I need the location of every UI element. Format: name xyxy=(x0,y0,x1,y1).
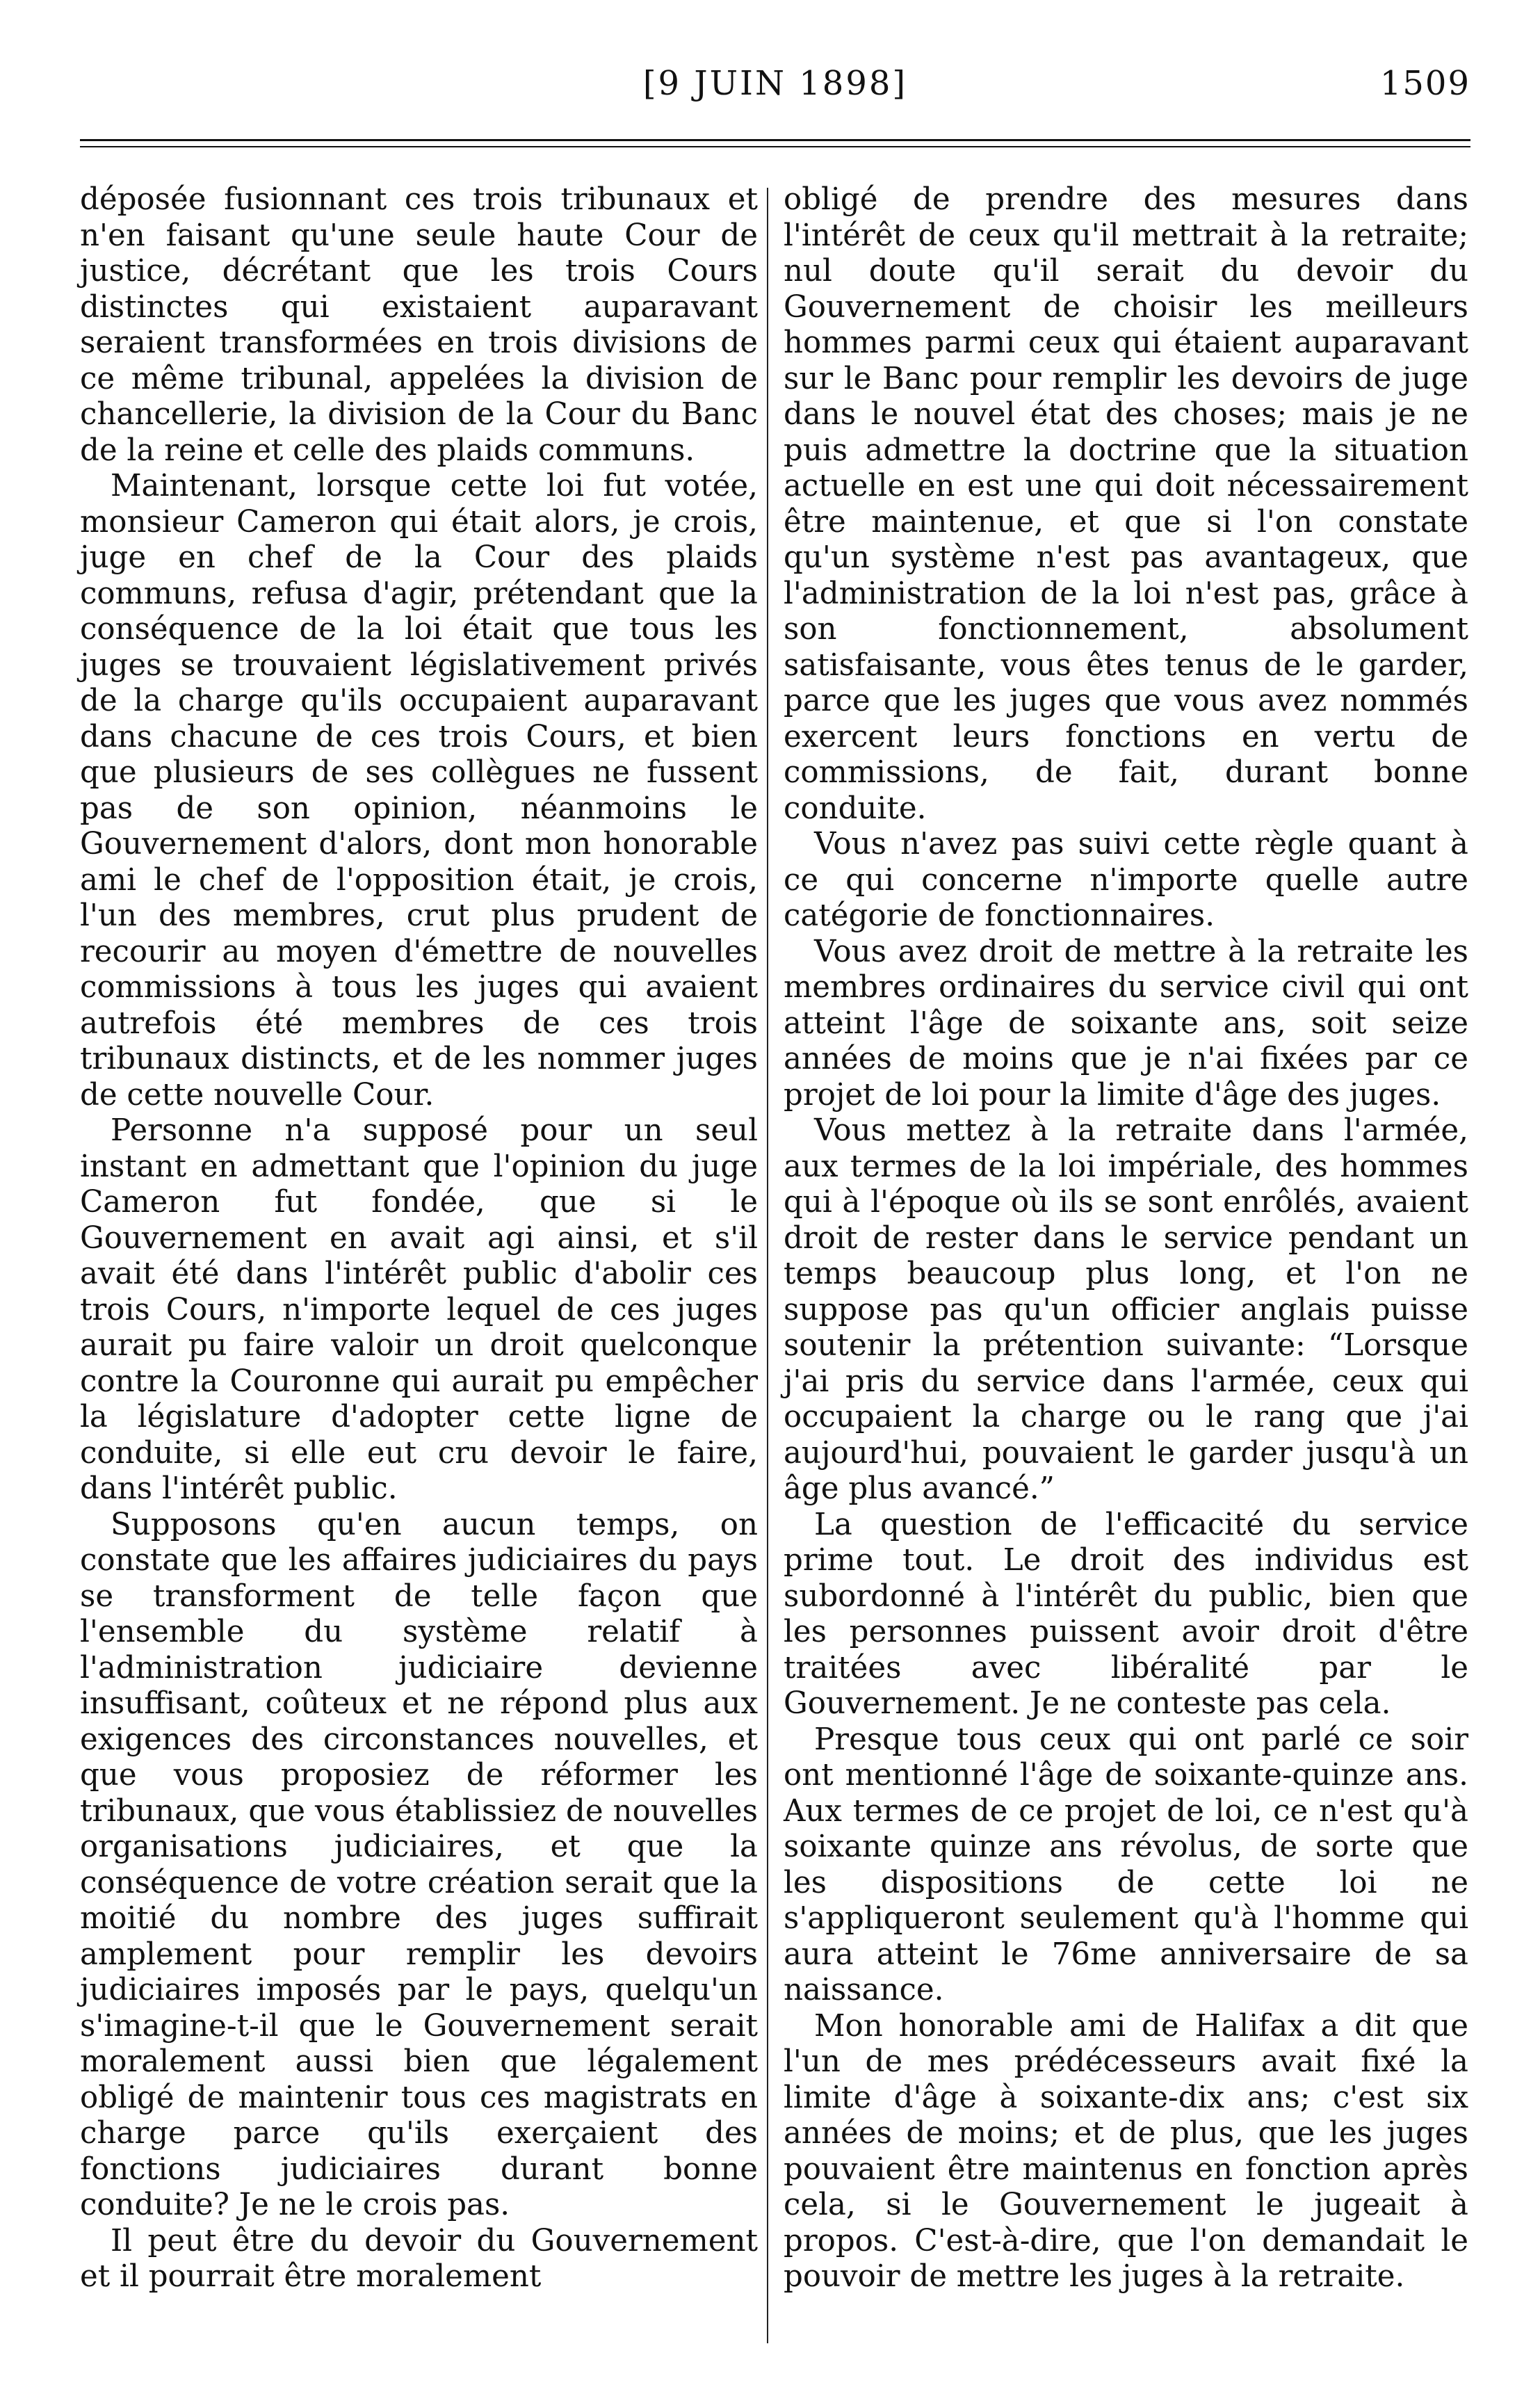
left-column xyxy=(80,182,758,2295)
right-paragraph-3: Vous avez droit de mettre à la retraite les membres ordinaires du service civil qui ont atteint l'âge de soixante ans, soit seize années de moins que je n'ai fixées par ce projet de loi pour la limite d'âge des juges. xyxy=(784,934,1468,1113)
header-rule-bottom xyxy=(80,146,1470,147)
left-paragraph-5: Il peut être du devoir du Gouvernement et il pourrait être moralement xyxy=(80,2223,758,2294)
right-paragraph-2: Vous n'avez pas suivi cette règle quant à ce qui concerne n'importe quelle autre catégorie de fonctionnaires. xyxy=(784,827,1468,933)
left-paragraph-2: Maintenant, lorsque cette loi fut votée, monsieur Cameron qui était alors, je crois, juge en chef de la Cour des plaids communs, refusa d'agir, prétendant que la conséquence de la loi était que tous les juges se trouvaient législativement privés de la charge qu'ils occupaient auparavant dans chacune de ces trois Cours, et bien que plusieurs de ses collègues ne fussent pas de son opinion, néanmoins le Gouvernement d'alors, dont mon honorable ami le chef de l'opposition était, je crois, l'un des membres, crut plus prudent de recourir au moyen d'émettre de nouvelles commissions à tous les juges qui avaient autrefois été membres de ces trois tribunaux distincts, et de les nommer juges de cette nouvelle Cour. xyxy=(80,469,758,1113)
header-date: [9 JUIN 1898] xyxy=(642,64,908,103)
left-paragraph-4: Supposons qu'en aucun temps, on constate que les affaires judiciaires du pays se transforment de telle façon que l'ensemble du système relatif à l'administration judiciaire devienne insuffisant, coûteux et ne répond plus aux exigences des circonstances nouvelles, et que vous proposiez de réformer les tribunaux, que vous établissiez de nouvelles organisations judiciaires, et que la conséquence de votre création serait que la moitié du nombre des juges suffirait amplement pour remplir les devoirs judiciaires imposés par le pays, quelqu'un s'imagine-t-il que le Gouvernement serait moralement aussi bien que légalement obligé de maintenir tous ces magistrats en charge parce qu'ils exerçaient des fonctions judiciaires durant bonne conduite? Je ne le crois pas. xyxy=(80,1507,758,2222)
right-paragraph-5: La question de l'efficacité du service prime tout. Le droit des individus est subordonné à l'intérêt du public, bien que les personnes puissent avoir droit d'être traitées avec libéralité par le Gouvernement. Je ne conteste pas cela. xyxy=(784,1507,1468,1721)
running-header xyxy=(80,56,1470,118)
right-paragraph-1: obligé de prendre des mesures dans l'intérêt de ceux qu'il mettrait à la retraite; nul doute qu'il serait du devoir du Gouvernement de choisir les meilleurs hommes parmi ceux qui étaient auparavant sur le Banc pour remplir les devoirs de juge dans le nouvel état des choses; mais je ne puis admettre la doctrine que la situation actuelle en est une qui doit nécessairement être maintenue, et que si l'on constate qu'un système n'est pas avantageux, que l'administration de la loi n'est pas, grâce à son fonctionnement, absolument satisfaisante, vous êtes tenus de le garder, parce que les juges que vous avez nommés exercent leurs fonctions en vertu de commissions, de fait, durant bonne conduite. xyxy=(784,182,1468,826)
right-column xyxy=(784,182,1468,2295)
right-paragraph-7: Mon honorable ami de Halifax a dit que l'un de mes prédécesseurs avait fixé la limite d'âge à soixante-dix ans; c'est six années de moins; et de plus, que les juges pouvaient être maintenus en fonction après cela, si le Gouvernement le jugeait à propos. C'est-à-dire, que l'on demandait le pouvoir de mettre les juges à la retraite. xyxy=(784,2008,1468,2294)
left-paragraph-1: déposée fusionnant ces trois tribunaux et n'en faisant qu'une seule haute Cour de justice, décrétant que les trois Cours distinctes qui existaient auparavant seraient transformées en trois divisions de ce même tribunal, appelées la division de chancellerie, la division de la Cour du Banc de la reine et celle des plaids communs. xyxy=(80,182,758,468)
column-divider xyxy=(767,188,768,2343)
left-paragraph-3: Personne n'a supposé pour un seul instant en admettant que l'opinion du juge Cameron fut fondée, que si le Gouvernement en avait agi ainsi, et s'il avait été dans l'intérêt public d'abolir ces trois Cours, n'importe lequel de ces juges aurait pu faire valoir un droit quelconque contre la Couronne qui aurait pu empêcher la législature d'adopter cette ligne de conduite, si elle eut cru devoir le faire, dans l'intérêt public. xyxy=(80,1113,758,1506)
right-paragraph-6: Presque tous ceux qui ont parlé ce soir ont mentionné l'âge de soixante-quinze ans. Aux termes de ce projet de loi, ce n'est qu'à soixante quinze ans révolus, de sorte que les dispositions de cette loi ne s'appliqueront seulement qu'à l'homme qui aura atteint le 76me anniversaire de sa naissance. xyxy=(784,1722,1468,2007)
page-number: 1509 xyxy=(1379,64,1470,103)
right-paragraph-4: Vous mettez à la retraite dans l'armée, aux termes de la loi impériale, des hommes qui à l'époque où ils se sont enrôlés, avaient droit de rester dans le service pendant un temps beaucoup plus long, et l'on ne suppose pas qu'un officier anglais puisse soutenir la prétention suivante: “Lorsque j'ai pris du service dans l'armée, ceux qui occupaient la charge ou le rang que j'ai aujourd'hui, pouvaient le garder jusqu'à un âge plus avancé.” xyxy=(784,1113,1468,1506)
header-rule-top xyxy=(80,139,1470,141)
